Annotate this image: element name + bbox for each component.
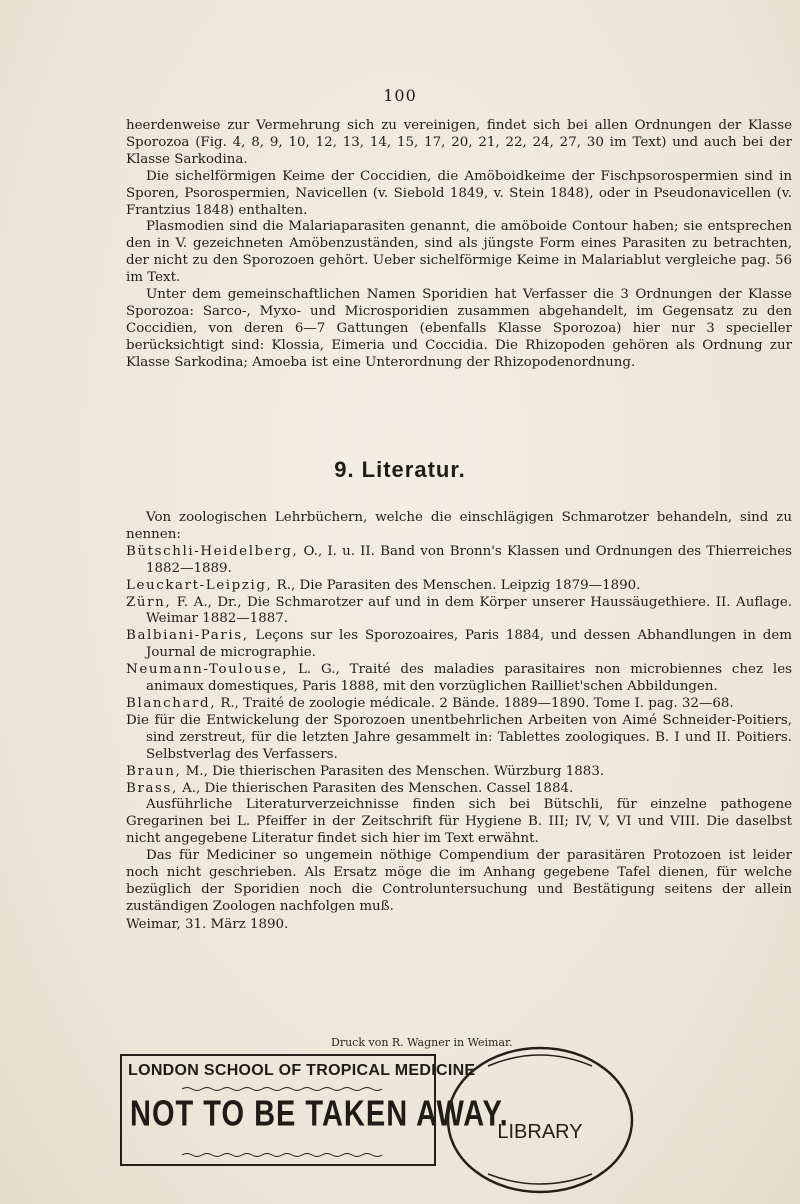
reference-text: R., Traité de zoologie médicale. 2 Bände. 1889—1890. Tome I. pag. 32—68. — [216, 695, 734, 711]
reference-author: Leuckart-Leipzig, — [126, 577, 273, 593]
reference-entry — [126, 696, 792, 713]
note-paragraph: Das für Mediciner so ungemein nöthige Compendium der parasitären Protozoen ist leider noch nicht geschrieben. Als Ersatz möge die im Anhang gegebene Tafel dienen, für welche bezüglich der Sporidien noch die Controluntersuchung und Bestätigung seitens der allein zuständigen Zoologen nachfolgen muß. — [126, 848, 792, 914]
reference-entry — [126, 595, 792, 629]
reference-entry — [126, 544, 792, 578]
reference-author: Neumann-Toulouse, — [126, 662, 289, 678]
reference-text: A., Die thierischen Parasiten des Menschen. Cassel 1884. — [177, 780, 574, 796]
reference-entry — [126, 662, 792, 696]
stamp-oval-arc-top — [488, 1055, 592, 1066]
intro-paragraph: heerdenweise zur Vermehrung sich zu vereinigen, findet sich bei allen Ordnungen der Klasse Sporozoa (Fig. 4, 8, 9, 10, 12, 13, 14, 15, 17, 20, 21, 22, 24, 27, 30 im Text) und auch bei der Klasse Sarkodina. — [126, 118, 792, 167]
signature-line: Weimar, 31. März 1890. — [126, 916, 289, 932]
reference-author: Braun, — [126, 763, 182, 779]
reference-entry — [126, 578, 792, 595]
reference-author: Brass, — [126, 780, 178, 796]
reference-author: Blanchard, — [126, 695, 217, 711]
stamp-wavy-rule — [182, 1086, 382, 1092]
printer-imprint: Druck von R. Wagner in Weimar. — [331, 1036, 513, 1049]
stamp-oval-arc-bottom — [488, 1174, 592, 1184]
reference-text: Leçons sur les Sporozoaires, Paris 1884, und dessen Abhandlungen in dem Journal de micrographie. — [146, 628, 792, 661]
stamp-warning: NOT TO BE TAKEN AWAY. — [130, 1094, 509, 1134]
note-paragraph: Ausführliche Literaturverzeichnisse finden sich bei Bütschli, für einzelne pathogene Gregarinen bei L. Pfeiffer in der Zeitschrift für Hygiene B. III; IV, V, VI und VIII. Die daselbst nicht angegebene Literatur findet sich hier im Text erwähnt. — [126, 797, 792, 847]
page-number: 100 — [383, 86, 417, 105]
intro-paragraph: Die sichelförmigen Keime der Coccidien, die Amöboidkeime der Fischpsorospermien sind in Sporen, Psorospermien, Navicellen (v. Siebold 1849, v. Stein 1848), oder in Pseudonavicellen (v. Frantzius 1848) enthalten. — [126, 168, 792, 218]
stamp-library-label: LIBRARY — [497, 1121, 583, 1143]
reference-text: O., I. u. II. Band von Bronn's Klassen und Ordnungen des Thierreiches 1882—1889. — [146, 543, 792, 576]
reference-author: Balbiani-Paris, — [126, 628, 249, 644]
library-rect-stamp — [120, 1054, 509, 1166]
intro-paragraph: Unter dem gemeinschaftlichen Namen Sporidien hat Verfasser die 3 Ordnungen der Klasse Sporozoa: Sarco-, Myxo- und Microsporidien zusammen abgehandelt, im Gegensatz zu den Coccidien, von deren 6—7 Gattungen (ebenfalls Klasse Sporozoa) hier nur 3 specieller berücksichtigt sind: Klossia, Eimeria und Coccidia. Die Rhizopoden gehören als Ordnung zur Klasse Sarkodina; Amoeba ist eine Unterordnung der Rhizopodenordnung. — [126, 287, 792, 370]
reference-entry — [126, 781, 792, 798]
section-heading: 9. Literatur. — [334, 457, 466, 482]
literature-intro: Von zoologischen Lehrbüchern, welche die einschlägigen Schmarotzer behandeln, sind zu nennen: — [126, 510, 792, 542]
reference-entry — [126, 628, 792, 662]
reference-author: Zürn, — [126, 594, 172, 610]
intro-text-block — [126, 118, 792, 372]
reference-text: L. G., Traité des maladies parasitaires non microbiennes chez les animaux domestiques, Paris 1888, mit den vorzüglichen Railliet'schen Abbildungen. — [146, 662, 792, 695]
reference-text: M., Die thierischen Parasiten des Menschen. Würzburg 1883. — [181, 763, 605, 779]
reference-entry — [126, 764, 792, 781]
stamp-wavy-rule — [182, 1152, 382, 1158]
reference-text: R., Die Parasiten des Menschen. Leipzig 1879—1890. — [272, 577, 641, 593]
stamp-oval-outline — [448, 1048, 632, 1192]
intro-paragraph: Plasmodien sind die Malariaparasiten genannt, die amöboide Contour haben; sie entsprechen den in V. gezeichneten Amöbenzuständen, sind als jüngste Form eines Parasiten zu betrachten, der nicht zu den Sporozoen gehört. Ueber sichelförmige Keime in Malariablut vergleiche pag. 56 im Text. — [126, 219, 792, 286]
reference-author: Bütschli-Heidelberg, — [126, 543, 299, 559]
literature-block — [126, 510, 792, 934]
stamp-school-name: LONDON SCHOOL OF TROPICAL MEDICINE — [128, 1062, 476, 1079]
library-oval-stamp — [440, 1038, 640, 1198]
reference-text: F. A., Dr., Die Schmarotzer auf und in dem Körper unserer Haussäugethiere. II. Auflage. Weimar 1882—1887. — [146, 594, 792, 627]
note-paragraph: Die für die Entwickelung der Sporozoen unentbehrlichen Arbeiten von Aimé Schneider-Poitiers, sind zerstreut, für die letzten Jahre gesammelt in: Tablettes zoologiques. B. I und II. Poitiers. Selbstverlag des Verfassers. — [126, 712, 792, 762]
